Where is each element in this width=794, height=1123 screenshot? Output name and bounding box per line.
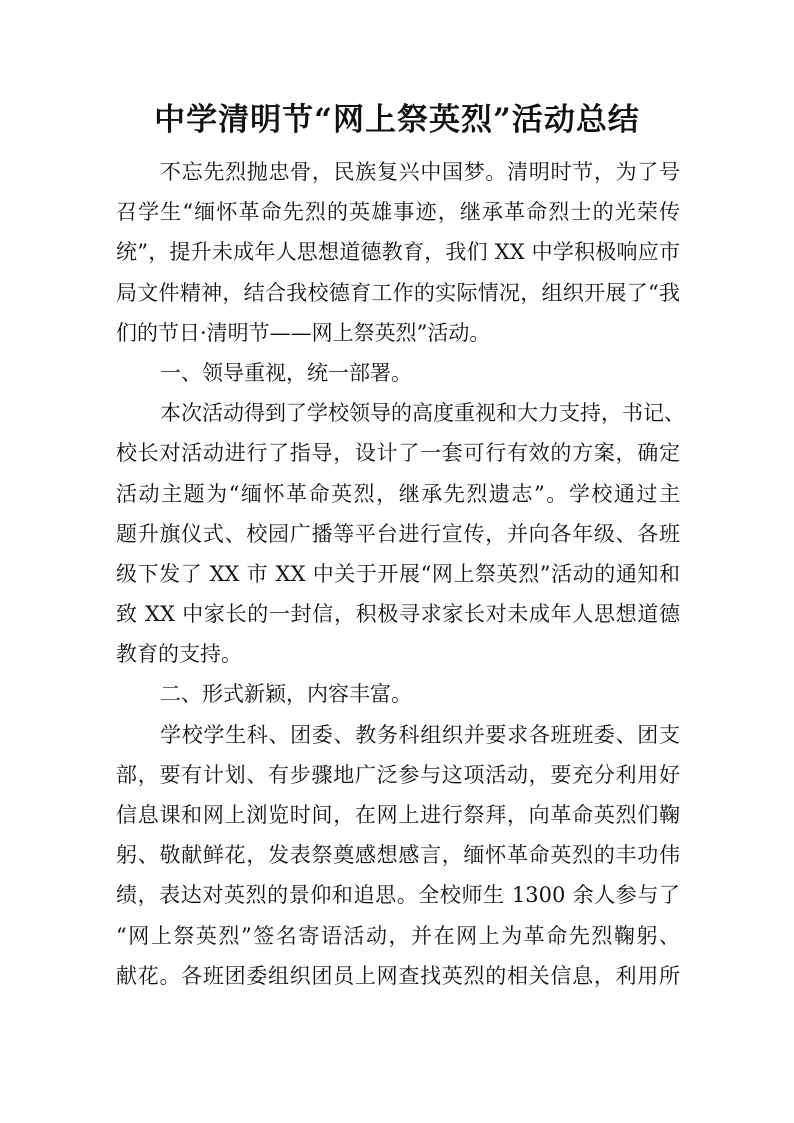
paragraph-line: 本次活动得到了学校领导的高度重视和大力支持，书记、 [160,401,685,426]
paragraph-line: 们的节日·清明节——网上祭英烈”活动。 [116,320,491,345]
paragraph-line: “网上祭英烈”签名寄语活动，并在网上为革命先烈鞠躬、 [116,923,680,948]
paragraph-line: 召学生“缅怀革命先烈的英雄事迹，继承革命烈士的光荣传 [116,200,680,225]
document-body [116,152,685,996]
paragraph-line: 献花。各班团委组织团员上网查找英烈的相关信息，利用所 [116,963,680,988]
paragraph-line: 信息课和网上浏览时间，在网上进行祭拜，向革命英烈们鞠 [116,803,680,827]
paragraph-line: 不忘先烈抛忠骨，民族复兴中国梦。清明时节，为了号 [160,160,680,184]
paragraph-line: 级下发了 XX 市 XX 中关于开展“网上祭英烈”活动的通知和 [116,561,680,586]
paragraph-line: 活动主题为“缅怀革命英烈，继承先烈遗志”。学校通过主 [116,481,680,506]
paragraph-line: 局文件精神，结合我校德育工作的实际情况，组织开展了“我 [116,280,680,305]
section-heading: 二、形式新颖，内容丰富。 [160,682,412,707]
paragraph-line: 学校学生科、团委、教务科组织并要求各班班委、团支 [160,722,680,747]
paragraph-line: 统”，提升未成年人思想道德教育，我们 XX 中学积极响应市 [116,240,680,265]
document-title: 中学清明节“网上祭英烈”活动总结 [154,102,640,138]
paragraph-line: 题升旗仪式、校园广播等平台进行宣传，并向各年级、各班 [116,521,680,546]
paragraph-line: 绩，表达对英烈的景仰和追思。全校师生 1300 余人参与了 [116,883,680,908]
paragraph-line: 教育的支持。 [116,642,242,667]
section-heading: 一、领导重视，统一部署。 [160,360,412,385]
paragraph-line: 躬、敬献鲜花，发表祭奠感想感言，缅怀革命英烈的丰功伟 [116,843,680,868]
paragraph-line: 部，要有计划、有步骤地广泛参与这项活动，要充分利用好 [116,762,680,787]
paragraph-line: 致 XX 中家长的一封信，积极寻求家长对未成年人思想道德 [116,602,680,627]
paragraph-line: 校长对活动进行了指导，设计了一套可行有效的方案，确定 [116,441,680,466]
